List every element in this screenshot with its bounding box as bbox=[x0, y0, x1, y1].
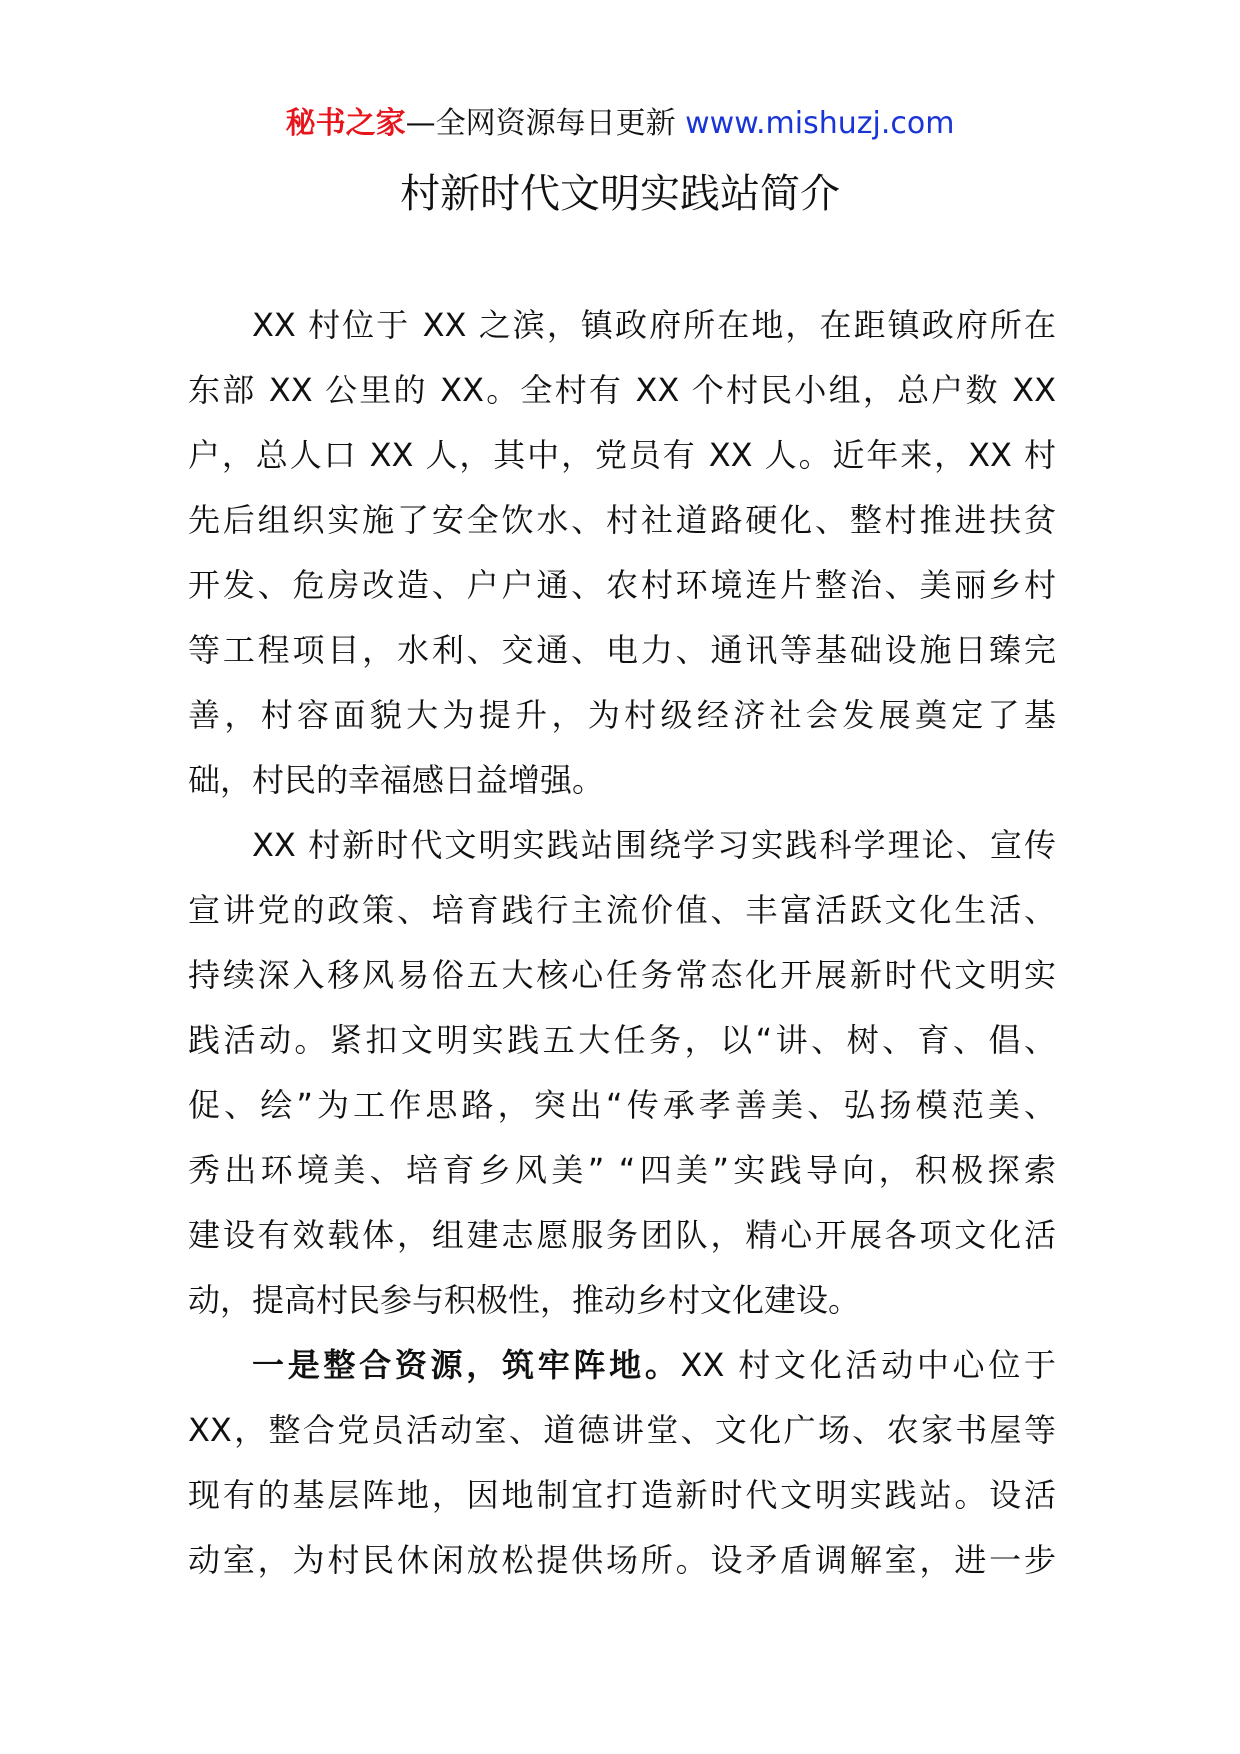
paragraph-2-line: 动，提高村民参与积极性，推动乡村文化建设。 bbox=[188, 1281, 861, 1319]
paragraph-3-lead: 一是整合资源，筑牢阵地。 bbox=[252, 1346, 681, 1384]
document-body bbox=[188, 293, 1056, 1593]
paragraph-2-line: 宣讲党的政策、培育践行主流价值、丰富活跃文化生活、 bbox=[188, 891, 1056, 929]
paragraph-2-line: 建设有效载体，组建志愿服务团队，精心开展各项文化活 bbox=[188, 1216, 1056, 1254]
paragraph-2-line: 践活动。紧扣文明实践五大任务，以“讲、树、育、倡、 bbox=[188, 1021, 1056, 1059]
paragraph-3-line: 动室，为村民休闲放松提供场所。设矛盾调解室，进一步 bbox=[188, 1541, 1056, 1579]
paragraph-1-line: 户，总人口 XX 人，其中，党员有 XX 人。近年来，XX 村 bbox=[188, 436, 1056, 474]
brand-name: 秘书之家 bbox=[285, 106, 406, 141]
site-header bbox=[0, 102, 1240, 146]
paragraph-1-line: 开发、危房改造、户户通、农村环境连片整治、美丽乡村 bbox=[188, 566, 1056, 604]
paragraph-1-line: 善，村容面貌大为提升，为村级经济社会发展奠定了基 bbox=[188, 696, 1056, 734]
paragraph-3-line-text: XX 村文化活动中心位于 bbox=[680, 1346, 1056, 1384]
paragraph-1-line: 东部 XX 公里的 XX。全村有 XX 个村民小组，总户数 XX bbox=[188, 371, 1056, 409]
site-url-link[interactable]: www.mishuzj.com bbox=[685, 106, 955, 141]
paragraph-3-line: 现有的基层阵地，因地制宜打造新时代文明实践站。设活 bbox=[188, 1476, 1056, 1514]
paragraph-3-first-line bbox=[188, 1333, 1056, 1398]
document-title: 村新时代文明实践站简介 bbox=[400, 171, 840, 217]
paragraph-1-line: 等工程项目，水利、交通、电力、通讯等基础设施日臻完 bbox=[188, 631, 1056, 669]
paragraph-3-line: XX，整合党员活动室、道德讲堂、文化广场、农家书屋等 bbox=[188, 1411, 1056, 1449]
paragraph-2-line: 秀出环境美、培育乡风美” “四美”实践导向，积极探索 bbox=[188, 1151, 1056, 1189]
paragraph-2-line: 持续深入移风易俗五大核心任务常态化开展新时代文明实 bbox=[188, 956, 1056, 994]
paragraph-2-line: XX 村新时代文明实践站围绕学习实践科学理论、宣传 bbox=[252, 826, 1056, 864]
paragraph-1-line: 础，村民的幸福感日益增强。 bbox=[188, 761, 605, 799]
paragraph-1-line: XX 村位于 XX 之滨，镇政府所在地，在距镇政府所在 bbox=[252, 306, 1056, 344]
paragraph-2-line: 促、绘”为工作思路，突出“传承孝善美、弘扬模范美、 bbox=[188, 1086, 1056, 1124]
header-slogan: —全网资源每日更新 bbox=[405, 106, 686, 141]
paragraph-1-line: 先后组织实施了安全饮水、村社道路硬化、整村推进扶贫 bbox=[188, 501, 1056, 539]
